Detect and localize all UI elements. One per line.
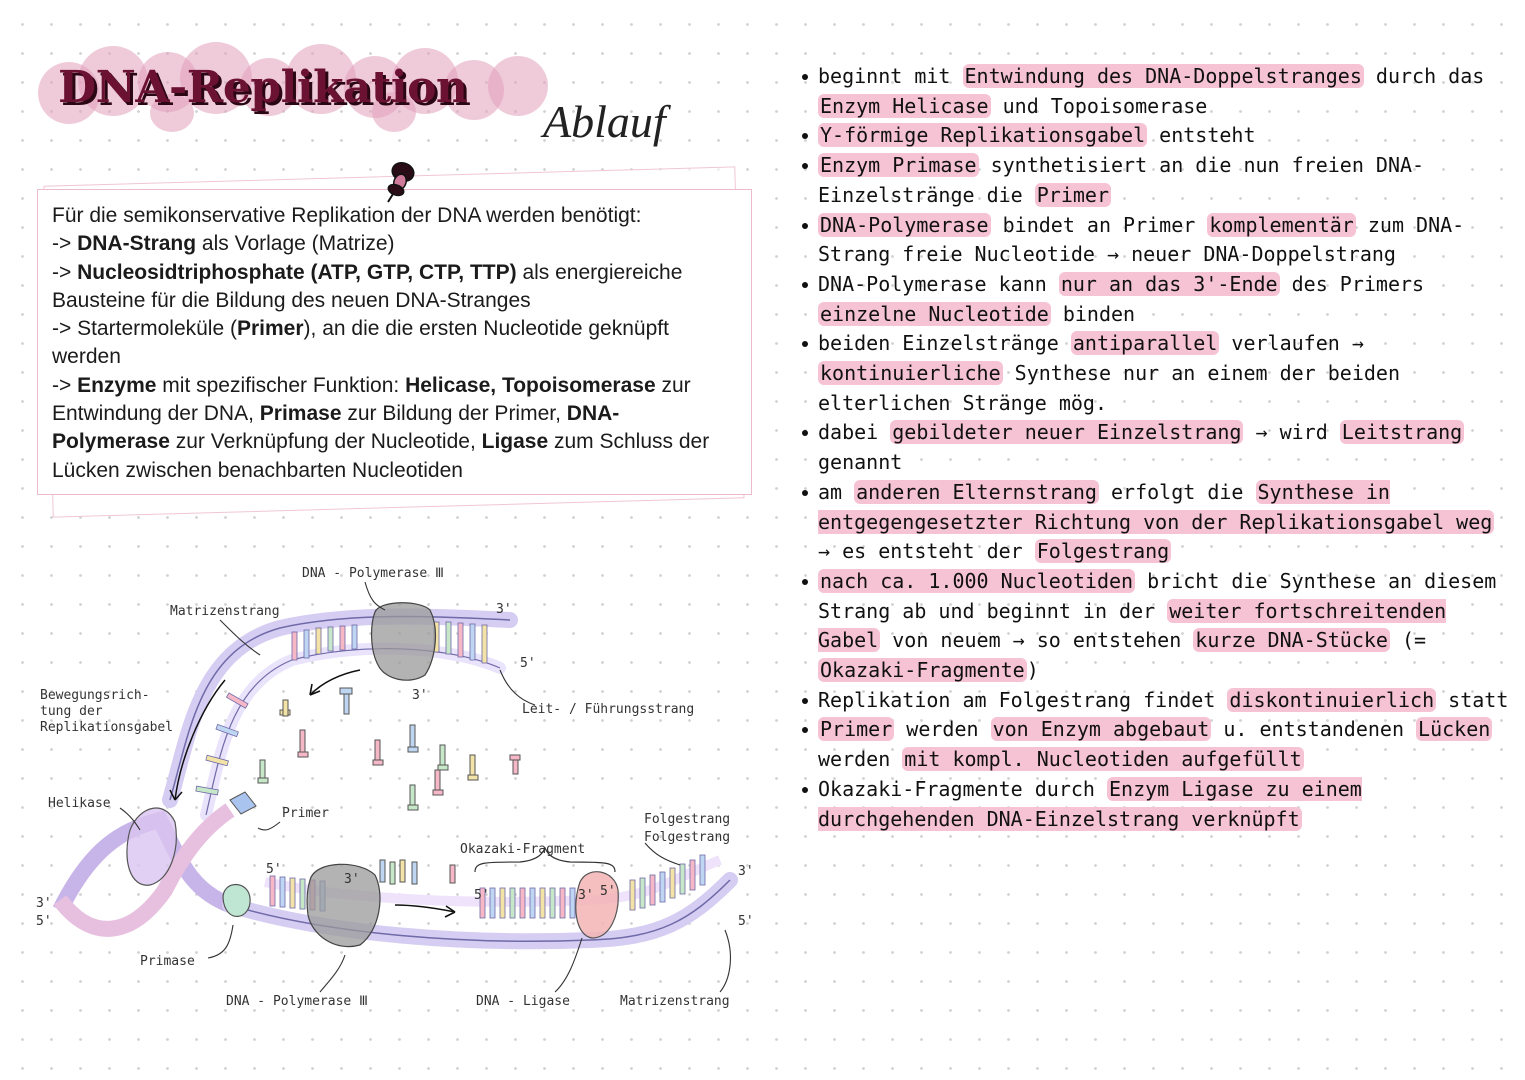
label-5prime-left: 5' — [36, 914, 52, 929]
highlighted-text: Synthese in entgegengesetzter Richtung von der Replikationsgabel weg — [818, 479, 1493, 534]
note-text: am — [818, 479, 855, 504]
pushpin-icon — [380, 160, 420, 204]
note-item — [800, 567, 1515, 686]
process-notes-list — [800, 62, 1515, 834]
note-text: verlaufen → — [1219, 331, 1364, 356]
note-text: binden — [1050, 301, 1136, 326]
dna-polymerase-3-top — [372, 603, 436, 680]
highlighted-text: komplementär — [1209, 212, 1354, 237]
highlighted-text: von Enzym abgebaut — [992, 717, 1210, 742]
highlighted-text: Okazaki-Fragmente — [820, 658, 1025, 683]
note-text: u. entstandenen — [1211, 717, 1417, 742]
replication-fork-drawing — [30, 560, 760, 1020]
highlighted-text: gebildeter neuer Einzelstrang — [892, 420, 1242, 445]
highlighted-text: diskontinuierlich — [1229, 687, 1435, 712]
label-polymerase-3-bottom: DNA - Polymerase Ⅲ — [226, 994, 369, 1009]
label-3prime-b: 3' — [344, 872, 360, 887]
note-item — [800, 211, 1515, 270]
info-item-2: -> Nucleosidtriphosphate (ATP, GTP, CTP, TTP) als energiereiche Bausteine für die Bildung des neuen DNA-Stranges — [52, 260, 683, 312]
highlighted-text: Folgestrang — [1036, 539, 1170, 564]
label-polymerase-3-top: DNA - Polymerase Ⅲ — [302, 566, 445, 581]
label-5prime-a: 5' — [266, 862, 282, 877]
note-text: werden — [818, 747, 903, 772]
primer-shape — [230, 792, 256, 814]
leading-strand-backbone — [206, 649, 500, 815]
label-3prime-top: 3' — [496, 602, 512, 617]
label-primer: Primer — [282, 806, 329, 821]
highlighted-text: Primer — [820, 717, 893, 742]
note-text: genannt — [818, 450, 903, 475]
highlighted-text: nach ca. 1.000 Nucleotiden — [820, 568, 1134, 593]
note-text: erfolgt die — [1098, 479, 1256, 504]
note-text: des Primers — [1279, 271, 1425, 296]
label-5prime-e: 5' — [600, 884, 616, 899]
primase-shape — [223, 885, 250, 917]
note-text: und Topoisomerase — [990, 93, 1208, 118]
note-text: statt — [1436, 687, 1509, 712]
note-item — [800, 478, 1515, 567]
highlighted-text: weiter fortschreitenden Gabel — [818, 598, 1447, 653]
note-text: beiden Einzelstränge — [818, 331, 1071, 356]
highlighted-text: Lücken — [1418, 717, 1491, 742]
highlighted-text: kontinuierliche — [820, 361, 1001, 386]
note-text: ) — [1026, 658, 1039, 683]
info-item-1: -> DNA-Strang als Vorlage (Matrize) — [52, 232, 395, 256]
note-text: synthetisiert an die nun freien DNA-Einzelstränge die — [818, 153, 1425, 207]
label-fork-direction: Bewegungsrich- tung der Replikationsgabel — [40, 688, 174, 735]
info-intro: Für die semikonservative Replikation der DNA werden benötigt: — [52, 204, 642, 227]
highlighted-text: Enzym Primase — [820, 153, 977, 178]
label-primase: Primase — [140, 954, 195, 969]
label-3prime-right: 3' — [738, 864, 754, 879]
note-item — [800, 775, 1515, 834]
note-text: DNA-Polymerase kann — [818, 271, 1059, 296]
note-item — [800, 151, 1515, 210]
highlighted-text: mit kompl. Nucleotiden aufgefüllt — [904, 747, 1302, 772]
highlighted-text: anderen Elternstrang — [856, 479, 1097, 504]
note-text: zum DNA-Strang freie Nucleotide → neuer DNA-Doppelstrang — [818, 212, 1465, 267]
note-item — [800, 329, 1515, 418]
note-item — [800, 418, 1515, 477]
note-item — [800, 62, 1515, 121]
page-subtitle: Ablauf — [543, 96, 666, 147]
note-text: dabei — [818, 420, 891, 445]
note-text: Replikation am Folgestrang findet — [818, 687, 1228, 712]
note-item — [800, 121, 1515, 151]
label-3prime-left: 3' — [36, 896, 52, 911]
highlighted-text: Y-förmige Replikationsgabel — [820, 123, 1146, 148]
note-text: entsteht — [1147, 123, 1256, 148]
note-text: → es entsteht der — [818, 539, 1035, 564]
note-text: Synthese nur an einem der beiden elterlichen Stränge mög. — [818, 361, 1400, 415]
note-text: durch das — [1363, 64, 1485, 88]
note-text: von neuem → so entstehen — [880, 628, 1194, 653]
note-text: beginnt mit — [818, 64, 963, 88]
info-item-3: -> Startermoleküle (Primer), an die die ersten Nucleotide geknüpft werden — [52, 317, 669, 369]
label-folgestrang-1: Folgestrang — [644, 812, 731, 827]
label-matrizenstrang-bottom: Matrizenstrang — [620, 994, 730, 1009]
note-item — [800, 270, 1515, 329]
highlighted-text: einzelne Nucleotide — [820, 301, 1049, 326]
highlighted-text: kurze DNA-Stücke — [1195, 628, 1388, 653]
note-text: werden — [894, 717, 991, 742]
label-5prime-right: 5' — [738, 914, 754, 929]
highlighted-text: Primer — [1036, 182, 1109, 207]
highlighted-text: Enzym Ligase zu einem durchgehenden DNA-Einzelstrang verknüpft — [818, 776, 1362, 831]
highlighted-text: Leitstrang — [1341, 420, 1463, 445]
note-text: Okazaki-Fragmente durch — [818, 776, 1107, 801]
label-matrizenstrang-top: Matrizenstrang — [170, 604, 280, 619]
highlighted-text: antiparallel — [1072, 331, 1218, 356]
info-box — [37, 189, 752, 495]
label-helikase: Helikase — [48, 796, 111, 811]
label-5prime-top: 5' — [520, 656, 536, 671]
highlighted-text: Enzym Helicase — [820, 93, 989, 118]
note-text: bricht die Synthese an diesem Strang ab und beginnt in der — [818, 568, 1497, 623]
label-5prime-c: 5' — [474, 888, 490, 903]
label-okazaki: Okazaki-Fragment — [460, 842, 586, 857]
page-title: DNA-Replikation — [58, 62, 468, 113]
note-text: (= — [1389, 628, 1427, 653]
note-item — [800, 686, 1515, 716]
note-text: bindet an Primer — [990, 212, 1208, 237]
note-text: → wird — [1243, 420, 1340, 445]
label-3prime-d: 3' — [578, 888, 594, 903]
highlighted-text: Entwindung des DNA-Doppelstranges — [964, 64, 1362, 88]
replication-diagram — [30, 560, 760, 1020]
label-ligase: DNA - Ligase — [476, 994, 570, 1009]
info-item-4: -> Enzyme mit spezifischer Funktion: Helicase, Topoisomerase zur Entwindung der DNA, Primase zur Bildung der Primer, DNA-Polymerase zur Verknüpfung der Nucleotide, Ligase zum Schluss der Lücken zwischen benachbarten Nucleotiden — [52, 373, 710, 482]
dna-ligase-shape — [576, 872, 618, 938]
label-folgestrang-2: Folgestrang — [644, 830, 731, 845]
note-item — [800, 715, 1515, 774]
highlighted-text: nur an das 3'-Ende — [1060, 271, 1278, 296]
label-leitstrang: Leit- / Führungsstrang — [522, 702, 695, 717]
highlighted-text: DNA-Polymerase — [820, 212, 989, 237]
label-3prime-center: 3' — [412, 688, 428, 703]
